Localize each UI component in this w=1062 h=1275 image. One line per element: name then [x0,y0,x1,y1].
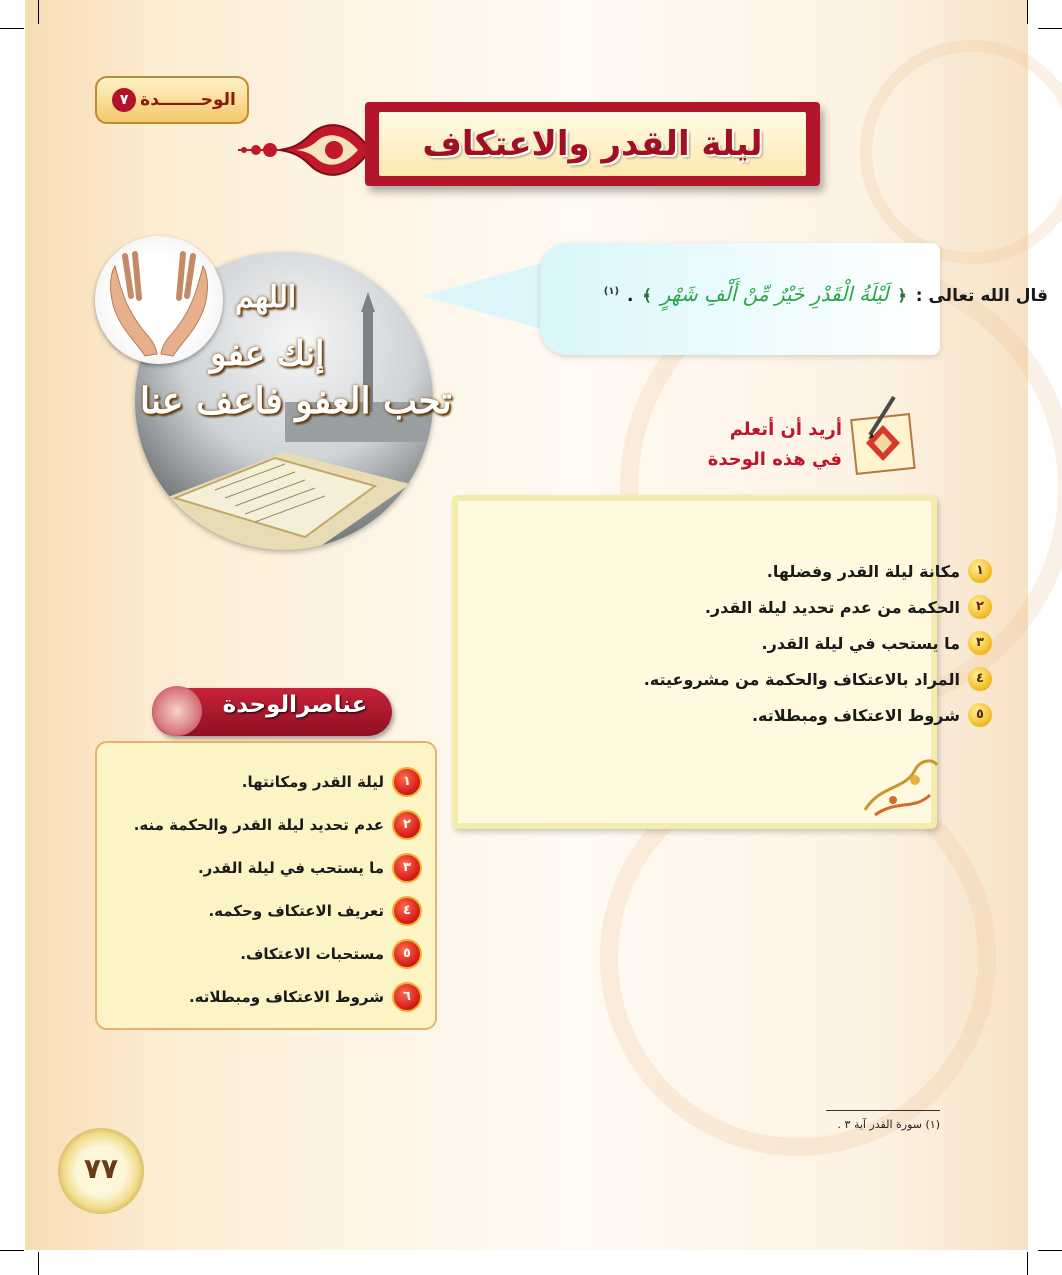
floral-ornament-icon [855,750,945,825]
item-text: عدم تحديد ليلة القدر والحكمة منه. [133,815,384,834]
list-item [572,661,992,697]
objectives-list [572,553,992,733]
item-text: مستحبات الاعتكاف. [240,944,384,963]
crop-mark [38,1252,39,1275]
item-number: ٢ [392,810,422,840]
page-title: ليلة القدر والاعتكاف [422,124,763,164]
item-text: تعريف الاعتكاف وحكمه. [208,901,384,920]
item-text: ما يستحب في ليلة القدر. [197,858,384,877]
crop-mark [1038,1250,1062,1251]
verse-open-bracket: ﴿ [897,286,907,305]
item-number: ٦ [392,982,422,1012]
item-number: ٥ [968,703,992,727]
side-band [25,0,145,1250]
verse-end-dot: . [626,286,634,306]
learn-heading-line-2: في هذه الوحدة [707,449,842,470]
item-number: ٣ [968,631,992,655]
crop-mark [38,0,39,24]
item-text: شروط الاعتكاف ومبطلاته. [188,987,384,1006]
footnote: (١) سورة القدر آية ٣ . [837,1118,940,1131]
learn-heading-line-1: أريد أن أتعلم [729,419,842,440]
crop-mark [1027,0,1028,24]
item-number: ٤ [968,667,992,691]
verse-intro: قال الله تعالى : [915,286,1048,306]
verse-text [604,282,1048,306]
prayer-line-3: تحب العفو فاعف عنا [140,380,452,422]
title-banner-inner [379,112,806,176]
list-item [572,697,992,733]
item-number: ١ [392,767,422,797]
list-item [92,760,422,803]
unit-badge [95,76,249,124]
crop-mark [0,1250,24,1251]
crop-mark [1027,1252,1028,1275]
crop-mark [0,28,24,29]
footnote-divider [826,1110,940,1111]
page-number: ٧٧ [83,1152,119,1185]
list-item [572,625,992,661]
item-number: ٢ [968,595,992,619]
item-number: ٤ [392,896,422,926]
crop-mark [1038,28,1062,29]
notebook-pen-icon [848,395,920,475]
unit-number: ٧ [112,88,136,112]
unit-elements-title: عناصرالوحدة [222,692,368,718]
ornament-icon [230,110,380,190]
learn-heading [708,415,842,475]
item-text: ما يستحب في ليلة القدر. [761,633,960,653]
item-text: مكانة ليلة القدر وفضلها. [766,561,960,581]
list-item [92,889,422,932]
item-text: ليلة القدر ومكانتها. [241,772,384,791]
list-item [92,846,422,889]
item-number: ٥ [392,939,422,969]
verse-footnote-ref: (١) [603,286,620,298]
unit-elements-list [92,760,422,1018]
item-text: المراد بالاعتكاف والحكمة من مشروعيته. [643,669,960,689]
unit-elements-badge-circle [152,686,202,736]
list-item [92,932,422,975]
prayer-line-2: إنك عفو [210,334,325,374]
verse-close-bracket: ﴾ [642,286,652,305]
praying-hands-image [95,236,223,364]
unit-badge-label: الوحـــــــدة [140,90,236,110]
verse-bubble-tail [422,262,546,330]
item-number: ١ [968,559,992,583]
praying-hands-icon [95,236,223,364]
verse-quote: لَيْلَةُ الْقَدْرِ خَيْرٌ مِّنْ أَلْفِ شَهْرٍ [660,282,889,306]
list-item [92,975,422,1018]
list-item [92,803,422,846]
prayer-line-1: اللهم [235,280,297,315]
list-item [572,589,992,625]
item-number: ٣ [392,853,422,883]
title-banner [365,102,820,186]
list-item [572,553,992,589]
item-text: شروط الاعتكاف ومبطلاته. [751,705,960,725]
item-text: الحكمة من عدم تحديد ليلة القدر. [704,597,960,617]
